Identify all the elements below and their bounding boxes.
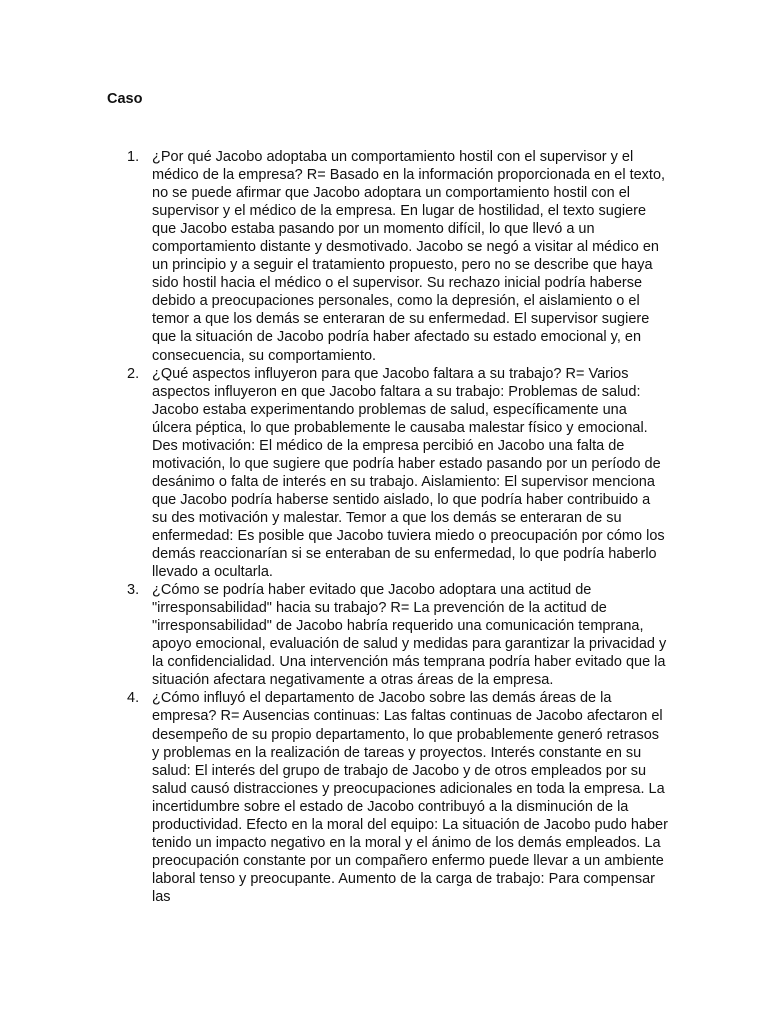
item-text: ¿Por qué Jacobo adoptaba un comportamiento hostil con el supervisor y el médico de la empresa? R= Basado en la información proporcionada en el texto, no se puede afirmar que Jacobo adoptara un comportamiento hostil con el supervisor y el médico de la empresa. En lugar de hostilidad, el texto sugiere que Jacobo estaba pasando por un momento difícil, lo que llevó a un comportamiento distante y desmotivado. Jacobo se negó a visitar al médico en un principio y a seguir el tratamiento propuesto, pero no se describe que haya sido hostil hacia el médico o el supervisor. Su rechazo inicial podría haberse debido a preocupaciones personales, como la depresión, el aislamiento o el temor a que los demás se enteraran de su enfermedad. El supervisor sugiere que la situación de Jacobo podría haber afectado su estado emocional y, en consecuencia, su comportamiento. — [152, 149, 666, 364]
list-item — [109, 581, 669, 689]
item-number: 1. — [127, 149, 140, 165]
item-number: 2. — [127, 365, 140, 382]
list-item — [109, 689, 669, 906]
item-number: 3. — [127, 582, 140, 599]
question-list — [109, 148, 669, 906]
list-item — [109, 365, 669, 582]
item-text: ¿Cómo influyó el departamento de Jacobo sobre las demás áreas de la empresa? R= Ausencias continuas: Las faltas continuas de Jacobo afectaron el desempeño de su propio departamento, lo que probablemente generó retrasos y problemas en la realización de tareas y proyectos. Interés constante en su salud: El interés del grupo de trabajo de Jacobo y de otros empleados por su salud causó distracciones y preocupaciones adicionales en toda la empresa. La incertidumbre sobre el estado de Jacobo contribuyó a la disminución de la productividad. Efecto en la moral del equipo: La situación de Jacobo pudo haber tenido un impacto negativo en la moral y el ánimo de los demás empleados. La preocupación constante por un compañero enfermo puede llevar a un ambiente laboral tenso y preocupante. Aumento de la carga de trabajo: Para compensar las — [152, 690, 668, 905]
document-title: Caso — [107, 91, 143, 107]
list-item — [109, 148, 669, 365]
item-number: 4. — [127, 690, 140, 707]
item-text: ¿Cómo se podría haber evitado que Jacobo adoptara una actitud de "irresponsabilidad" hacia su trabajo? R= La prevención de la actitud de "irresponsabilidad" de Jacobo habría requerido una comunicación temprana, apoyo emocional, evaluación de salud y medidas para garantizar la privacidad y la confidencialidad. Una intervención más temprana podría haber evitado que la situación afectara negativamente a otras áreas de la empresa. — [152, 582, 667, 689]
item-text: ¿Qué aspectos influyeron para que Jacobo faltara a su trabajo? R= Varios aspectos influyeron en que Jacobo faltara a su trabajo: Problemas de salud: Jacobo estaba experimentando problemas de salud, específicamente una úlcera péptica, lo que probablemente le causaba malestar físico y emocional. Des motivación: El médico de la empresa percibió en Jacobo una falta de motivación, lo que sugiere que podría haber estado pasando por un período de desánimo o falta de interés en su trabajo. Aislamiento: El supervisor menciona que Jacobo podría haberse sentido aislado, lo que podría haber contribuido a su des motivación y malestar. Temor a que los demás se enteraran de su enfermedad: Es posible que Jacobo tuviera miedo o preocupación por cómo los demás reaccionarían si se enteraban de su enfermedad, lo que podría haberlo llevado a ocultarla. — [152, 365, 665, 581]
